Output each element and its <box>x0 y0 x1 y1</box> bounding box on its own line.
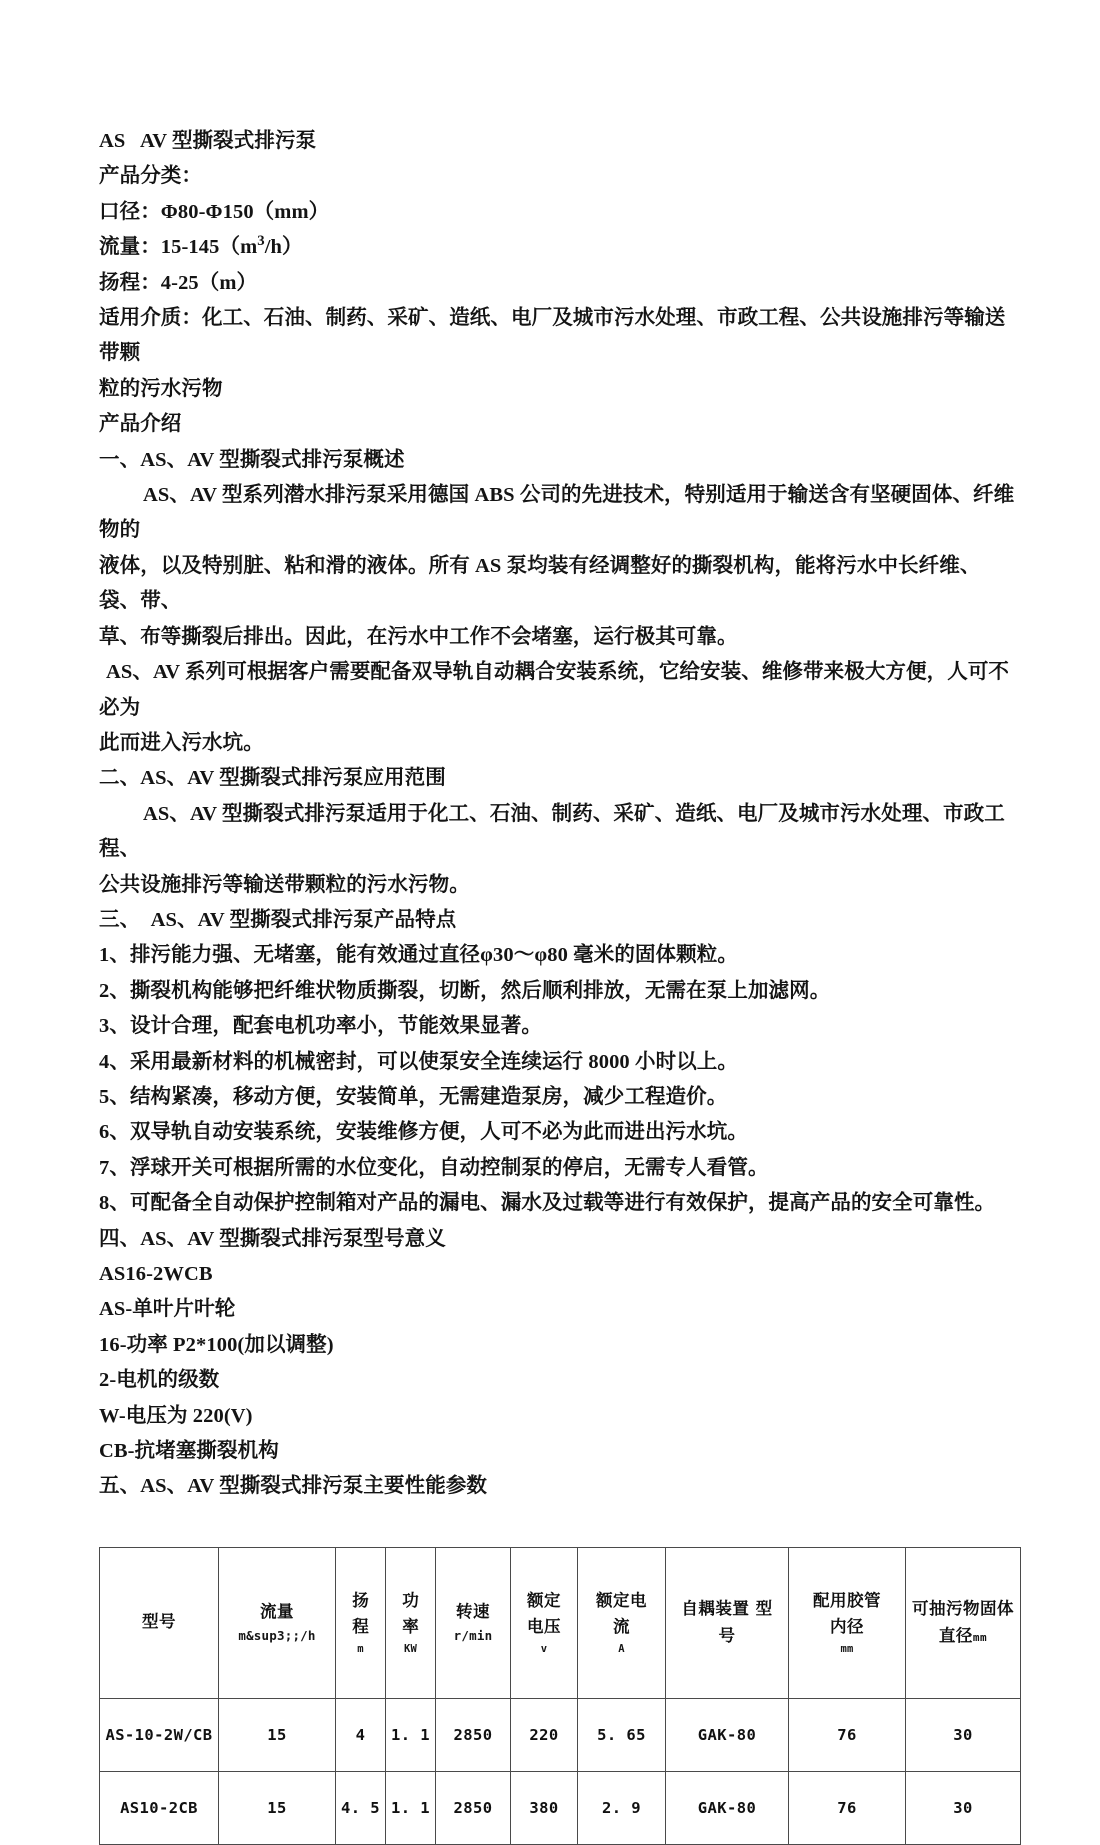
th-model-label: 型号 <box>142 1612 176 1632</box>
th-solid-label-2-text: 直径 <box>938 1625 973 1645</box>
th-coupling-device <box>666 1547 789 1698</box>
spec-medium-line-2: 粒的污水污物 <box>99 377 223 400</box>
th-coupling-label-2: 号 <box>718 1625 736 1645</box>
section1-para1-line3: 草、布等撕裂后排出。因此，在污水中工作不会堵塞，运行极其可靠。 <box>99 625 738 648</box>
section2-para-line1: AS、AV 型撕裂式排污泵适用于化工、石油、制药、采矿、造纸、电厂及城市污水处理、市政工程、 <box>99 802 1005 861</box>
document-content <box>99 124 1021 1845</box>
spec-flow-rate <box>99 230 1021 265</box>
cell-current: 2. 9 <box>578 1771 666 1844</box>
section1-para1-line1: AS、AV 型系列潜水排污泵采用德国 ABS 公司的先进技术，特别适用于输送含有坚硬固体、纤维物的 <box>99 484 1015 542</box>
cell-coupling-device: GAK-80 <box>666 1698 789 1771</box>
spec-head-lift: 扬程：4-25（m） <box>99 271 258 294</box>
th-speed-label: 转速 <box>456 1602 490 1622</box>
feature-item-6: 6、双导轨自动安装系统，安装维修方便，人可不必为此而进出污水坑。 <box>99 1121 748 1144</box>
th-solid-unit: mm <box>972 1630 988 1644</box>
cell-hose-inner-diameter: 76 <box>789 1771 906 1844</box>
th-solid-label-2 <box>908 1623 1018 1650</box>
th-speed-unit: r/min <box>453 1628 493 1644</box>
th-voltage-label-2: 电压 <box>527 1617 561 1637</box>
th-hose-inner-diameter <box>789 1547 906 1698</box>
th-current-label-2: 流 <box>613 1617 630 1637</box>
section3-heading: 三、 AS、AV 型撕裂式排污泵产品特点 <box>99 908 457 931</box>
th-head-lift-label-1: 扬 <box>352 1590 369 1610</box>
cell-head-lift: 4 <box>336 1698 386 1771</box>
cell-solid-diameter: 30 <box>906 1698 1021 1771</box>
spec-bore-diameter: 口径：Φ80-Φ150（mm） <box>99 200 330 223</box>
model-legend-as: AS-单叶片叶轮 <box>99 1298 236 1321</box>
th-hose-unit: mm <box>840 1643 854 1656</box>
th-head-lift <box>336 1547 386 1698</box>
product-category-heading: 产品分类： <box>99 165 202 188</box>
table-spacer <box>99 1505 1021 1547</box>
spec-flow-superscript: 3 <box>257 233 265 250</box>
th-power-label-2: 率 <box>402 1617 419 1637</box>
feature-item-7: 7、浮球开关可根据所需的水位变化，自动控制泵的停启，无需专人看管。 <box>99 1156 769 1179</box>
spec-flow-suffix: /h） <box>264 236 303 259</box>
cell-solid-diameter: 30 <box>906 1771 1021 1844</box>
cell-speed: 2850 <box>436 1698 511 1771</box>
th-flow-label: 流量 <box>260 1602 294 1622</box>
cell-model: AS-10-2W/CB <box>100 1698 219 1771</box>
th-flow-unit: m&sup3;;/h <box>238 1628 316 1644</box>
th-current <box>578 1547 666 1698</box>
spec-flow-prefix: 流量：15-145（m <box>99 236 258 259</box>
section1-para1-line2: 液体，以及特别脏、粘和滑的液体。所有 AS 泵均装有经调整好的撕裂机构，能将污水中长纤维、袋、带、 <box>99 554 981 613</box>
section1-para2-line2: 此而进入污水坑。 <box>99 731 264 754</box>
th-current-unit: A <box>618 1643 625 1656</box>
cell-model: AS10-2CB <box>100 1771 219 1844</box>
cell-speed: 2850 <box>436 1771 511 1844</box>
model-legend-cb: CB-抗堵塞撕裂机构 <box>99 1440 279 1463</box>
cell-head-lift: 4. 5 <box>336 1771 386 1844</box>
section2-heading: 二、AS、AV 型撕裂式排污泵应用范围 <box>99 767 446 790</box>
th-model <box>100 1547 219 1698</box>
th-power-label-1: 功 <box>402 1590 419 1610</box>
model-code: AS16-2WCB <box>99 1263 213 1285</box>
th-solid-diameter <box>906 1547 1021 1698</box>
feature-item-8: 8、可配备全自动保护控制箱对产品的漏电、漏水及过载等进行有效保护，提高产品的安全可靠性。 <box>99 1192 996 1215</box>
th-speed <box>436 1547 511 1698</box>
feature-item-5: 5、结构紧凑，移动方便，安装简单，无需建造泵房，减少工程造价。 <box>99 1085 728 1108</box>
th-voltage-unit: v <box>540 1643 548 1656</box>
spec-medium-line-1: 适用介质：化工、石油、制药、采矿、造纸、电厂及城市污水处理、市政工程、公共设施排污等输送带颗 <box>99 307 1006 365</box>
feature-item-2: 2、撕裂机构能够把纤维状物质撕裂，切断，然后顺利排放，无需在泵上加滤网。 <box>99 979 831 1002</box>
cell-flow: 15 <box>219 1698 336 1771</box>
cell-voltage: 380 <box>511 1771 578 1844</box>
feature-item-1: 1、排污能力强、无堵塞，能有效通过直径φ30～φ80 毫米的固体颗粒。 <box>99 944 738 967</box>
cell-flow: 15 <box>219 1771 336 1844</box>
cell-power: 1. 1 <box>386 1771 436 1844</box>
section2-para-line2: 公共设施排污等输送带颗粒的污水污物。 <box>99 873 470 896</box>
cell-power: 1. 1 <box>386 1698 436 1771</box>
document-title: AS AV 型撕裂式排污泵 <box>99 130 317 152</box>
th-voltage-label-1: 额定 <box>527 1590 561 1610</box>
th-coupling-label-1: 自耦装置 型 <box>681 1599 773 1619</box>
model-legend-2: 2-电机的级数 <box>99 1369 220 1392</box>
th-head-lift-unit: m <box>357 1643 364 1656</box>
performance-parameters-table <box>99 1547 1021 1845</box>
th-power <box>386 1547 436 1698</box>
table-row <box>100 1771 1021 1844</box>
th-solid-label-1: 可抽污物固体 <box>912 1599 1014 1619</box>
model-legend-16: 16-功率 P2*100(加以调整) <box>99 1333 334 1356</box>
feature-item-4: 4、采用最新材料的机械密封，可以使泵安全连续运行 8000 小时以上。 <box>99 1050 738 1073</box>
section1-para2-line1: AS、AV 系列可根据客户需要配备双导轨自动耦合安装系统，它给安装、维修带来极大方便，人可不必为 <box>99 661 1010 719</box>
model-legend-w: W-电压为 220(V) <box>99 1404 253 1427</box>
th-flow <box>219 1547 336 1698</box>
th-head-lift-label-2: 程 <box>352 1617 369 1637</box>
th-current-label-1: 额定电 <box>596 1590 647 1610</box>
th-power-unit: KW <box>403 1643 418 1656</box>
th-hose-label-2: 内径 <box>830 1617 864 1637</box>
section5-heading: 五、AS、AV 型撕裂式排污泵主要性能参数 <box>99 1475 488 1498</box>
product-intro-heading: 产品介绍 <box>99 413 182 436</box>
cell-hose-inner-diameter: 76 <box>789 1698 906 1771</box>
feature-item-3: 3、设计合理，配套电机功率小，节能效果显著。 <box>99 1015 542 1038</box>
th-voltage <box>511 1547 578 1698</box>
section4-heading: 四、AS、AV 型撕裂式排污泵型号意义 <box>99 1227 446 1250</box>
section1-heading: 一、AS、AV 型撕裂式排污泵概述 <box>99 448 405 471</box>
cell-voltage: 220 <box>511 1698 578 1771</box>
table-row <box>100 1698 1021 1771</box>
cell-current: 5. 65 <box>578 1698 666 1771</box>
cell-coupling-device: GAK-80 <box>666 1771 789 1844</box>
table-header-row <box>100 1547 1021 1698</box>
th-hose-label-1: 配用胶管 <box>813 1590 881 1610</box>
